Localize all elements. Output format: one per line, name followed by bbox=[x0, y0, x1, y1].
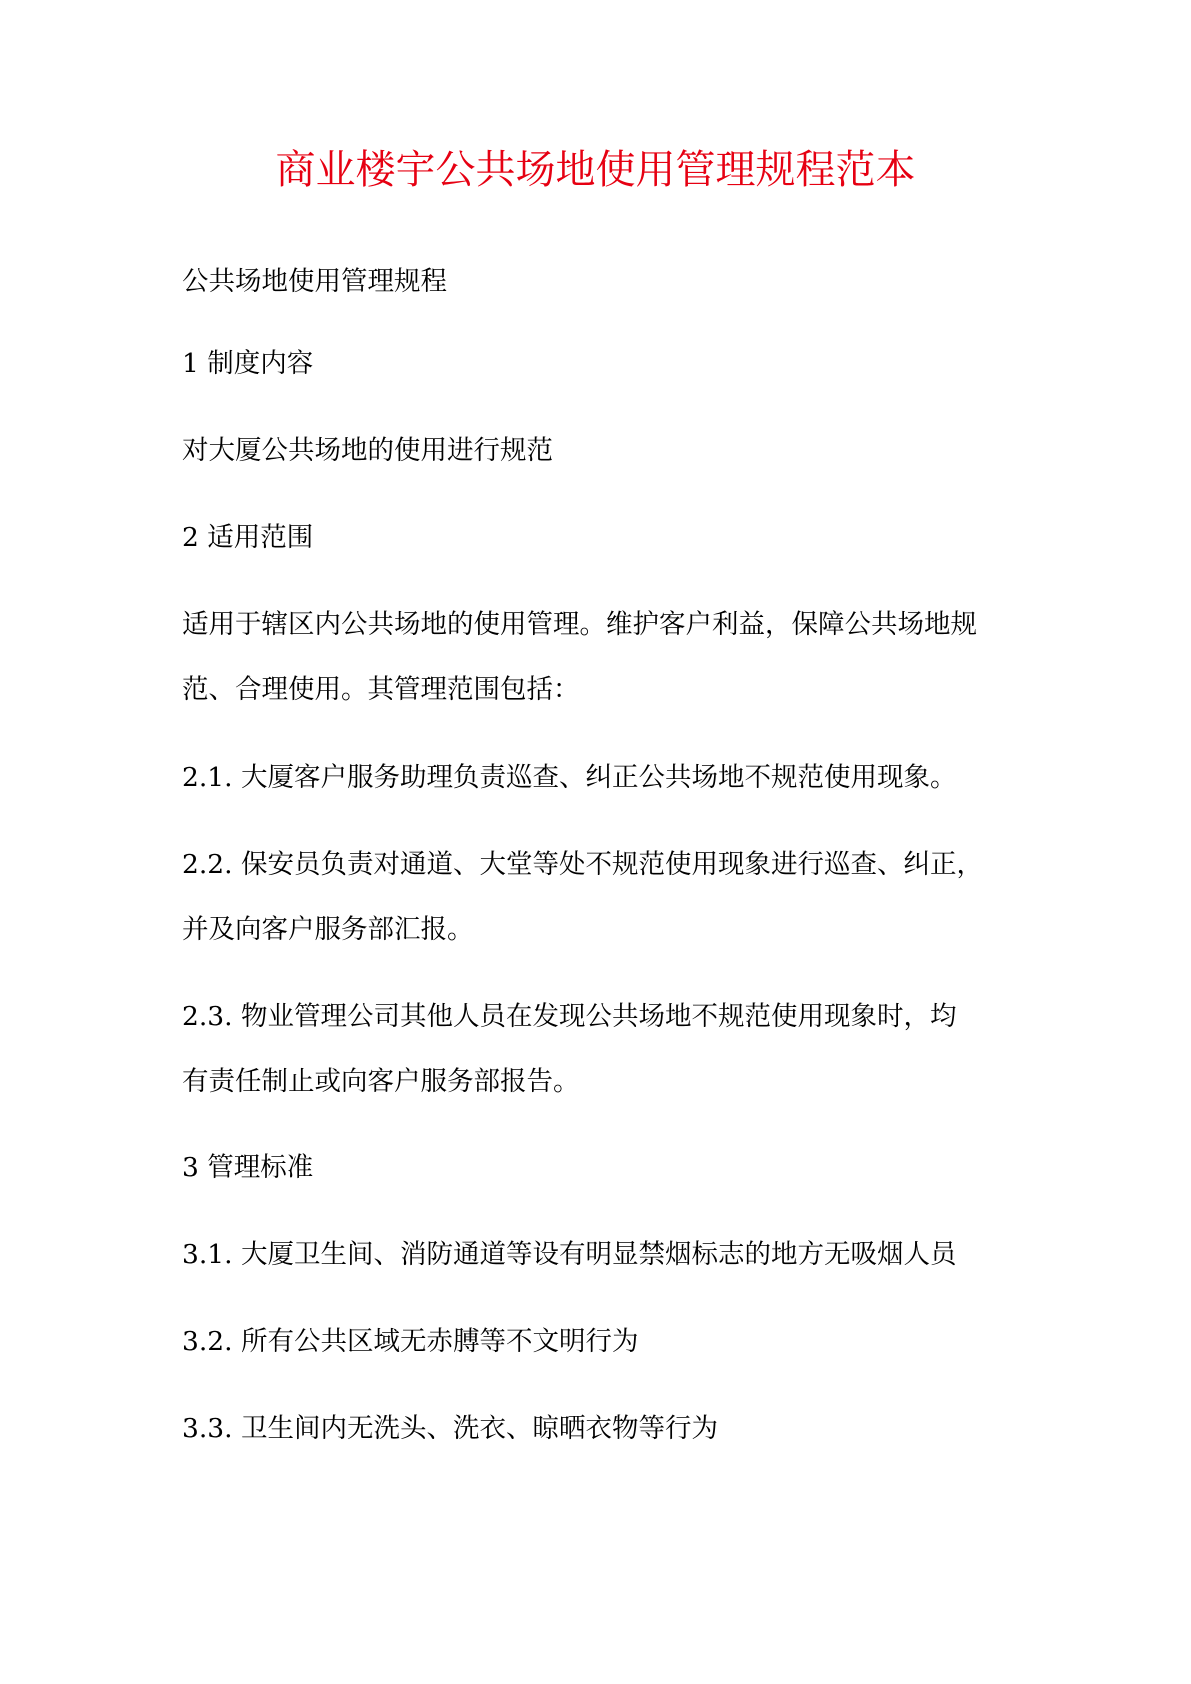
paragraph-line: 2 适用范围 bbox=[182, 522, 314, 553]
paragraph-line: 公共场地使用管理规程 bbox=[182, 266, 447, 297]
paragraph-line: 3 管理标准 bbox=[182, 1152, 314, 1183]
list-item-2-2 bbox=[182, 845, 1012, 950]
list-item-2-1 bbox=[182, 758, 1012, 798]
paragraph-line: 1 制度内容 bbox=[182, 348, 314, 379]
paragraph-line: 有责任制止或向客户服务部报告。 bbox=[182, 1066, 580, 1097]
list-item-3-1 bbox=[182, 1235, 1012, 1275]
paragraph-line: 2.2. 保安员负责对通道、大堂等处不规范使用现象进行巡查、纠正， bbox=[182, 849, 983, 880]
list-item-3-3 bbox=[182, 1409, 1012, 1449]
paragraph-heading bbox=[182, 262, 1012, 302]
paragraph-line: 对大厦公共场地的使用进行规范 bbox=[182, 435, 553, 466]
section-heading-3 bbox=[182, 1148, 1012, 1188]
paragraph-line: 3.1. 大厦卫生间、消防通道等设有明显禁烟标志的地方无吸烟人员 bbox=[182, 1239, 957, 1270]
paragraph-line: 3.2. 所有公共区域无赤膊等不文明行为 bbox=[182, 1326, 639, 1357]
paragraph bbox=[182, 431, 1012, 471]
paragraph-line: 2.3. 物业管理公司其他人员在发现公共场地不规范使用现象时，均 bbox=[182, 1001, 957, 1032]
section-heading-1 bbox=[182, 344, 1012, 384]
section-heading-2 bbox=[182, 518, 1012, 558]
list-item-2-3 bbox=[182, 997, 1012, 1102]
paragraph-line: 范、合理使用。其管理范围包括： bbox=[182, 674, 580, 705]
paragraph-line: 并及向客户服务部汇报。 bbox=[182, 914, 474, 945]
paragraph-line: 适用于辖区内公共场地的使用管理。维护客户利益，保障公共场地规 bbox=[182, 609, 977, 640]
list-item-3-2 bbox=[182, 1322, 1012, 1362]
paragraph-line: 2.1. 大厦客户服务助理负责巡查、纠正公共场地不规范使用现象。 bbox=[182, 762, 957, 793]
document-title: 商业楼宇公共场地使用管理规程范本 bbox=[275, 147, 916, 193]
paragraph bbox=[182, 605, 1012, 710]
paragraph-line: 3.3. 卫生间内无洗头、洗衣、晾晒衣物等行为 bbox=[182, 1413, 718, 1444]
